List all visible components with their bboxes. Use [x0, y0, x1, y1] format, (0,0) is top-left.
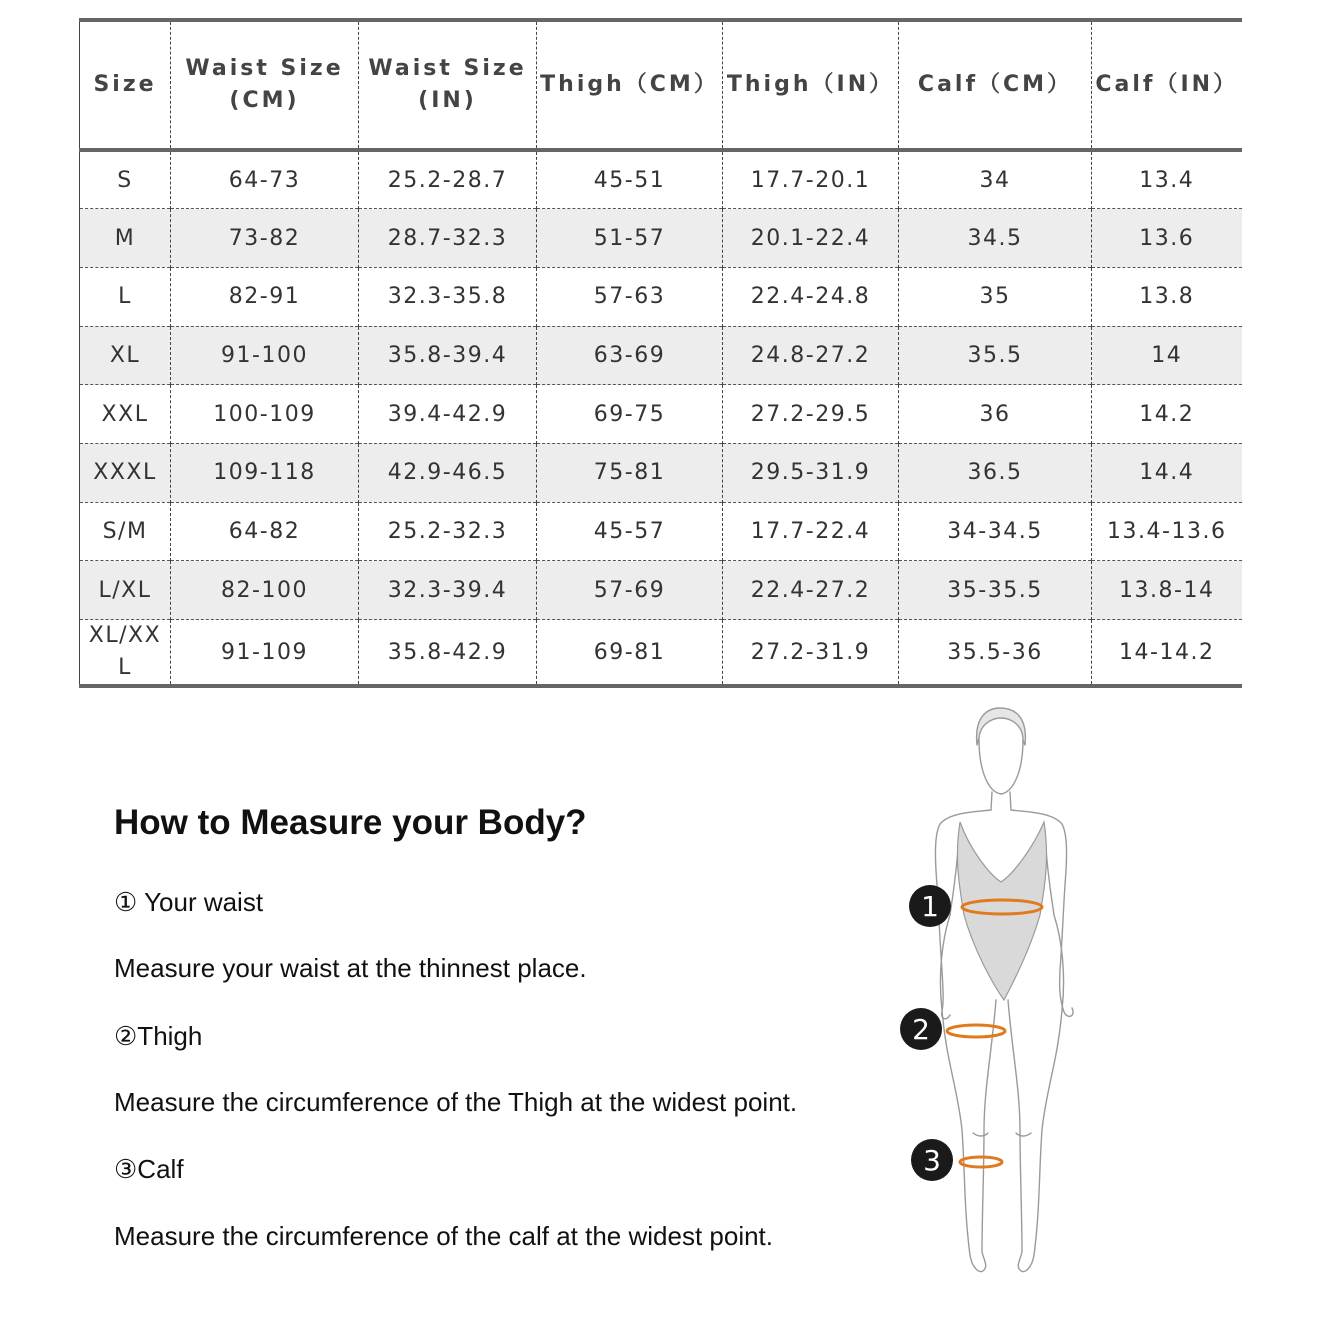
marker-3-icon — [911, 1139, 953, 1181]
cell-thigh-cm: 45-51 — [537, 150, 723, 209]
cell-thigh-in: 24.8-27.2 — [723, 326, 899, 385]
size-chart-table — [79, 18, 1242, 688]
thigh-measure-band — [947, 1025, 1005, 1037]
table-row — [80, 326, 1242, 385]
calf-instruction: Measure the circumference of the calf at the widest point. — [114, 1221, 774, 1251]
table-row — [80, 150, 1242, 209]
cell-waist-cm: 100-109 — [171, 385, 359, 444]
header-thigh-in: Thigh（IN） — [723, 20, 899, 150]
cell-size: L/XL — [80, 561, 171, 620]
cell-thigh-cm: 69-81 — [537, 620, 723, 687]
cell-calf-in: 13.4-13.6 — [1092, 502, 1242, 561]
cell-size: XL/XXL — [80, 620, 171, 687]
cell-calf-in: 13.8 — [1092, 267, 1242, 326]
cell-thigh-in: 22.4-27.2 — [723, 561, 899, 620]
marker-1-label: 1 — [921, 890, 939, 923]
cell-calf-cm: 35.5 — [899, 326, 1092, 385]
waist-instruction: Measure your waist at the thinnest place. — [114, 953, 587, 983]
cell-thigh-cm: 69-75 — [537, 385, 723, 444]
marker-2-label: 2 — [912, 1013, 930, 1046]
measure-title: How to Measure your Body? — [114, 803, 587, 842]
cell-calf-in: 13.6 — [1092, 209, 1242, 268]
cell-calf-in: 14 — [1092, 326, 1242, 385]
table-header-row — [80, 20, 1242, 150]
header-waist-cm: Waist Size (CM) — [171, 20, 359, 150]
cell-calf-cm: 36 — [899, 385, 1092, 444]
cell-calf-in: 14.2 — [1092, 385, 1242, 444]
cell-thigh-cm: 51-57 — [537, 209, 723, 268]
table-row — [80, 385, 1242, 444]
cell-calf-cm: 35.5-36 — [899, 620, 1092, 687]
cell-waist-in: 42.9-46.5 — [359, 443, 537, 502]
cell-calf-cm: 35 — [899, 267, 1092, 326]
cell-waist-cm: 91-109 — [171, 620, 359, 687]
cell-thigh-cm: 57-63 — [537, 267, 723, 326]
cell-thigh-cm: 63-69 — [537, 326, 723, 385]
cell-waist-in: 35.8-42.9 — [359, 620, 537, 687]
cell-size: L — [80, 267, 171, 326]
cell-calf-cm: 34 — [899, 150, 1092, 209]
cell-thigh-in: 17.7-22.4 — [723, 502, 899, 561]
cell-waist-in: 25.2-32.3 — [359, 502, 537, 561]
cell-calf-cm: 34-34.5 — [899, 502, 1092, 561]
cell-waist-cm: 73-82 — [171, 209, 359, 268]
cell-thigh-in: 29.5-31.9 — [723, 443, 899, 502]
cell-calf-in: 14-14.2 — [1092, 620, 1242, 687]
table-row — [80, 561, 1242, 620]
cell-calf-in: 13.4 — [1092, 150, 1242, 209]
cell-waist-in: 32.3-35.8 — [359, 267, 537, 326]
cell-waist-cm: 64-82 — [171, 502, 359, 561]
header-waist-in: Waist Size (IN) — [359, 20, 537, 150]
cell-waist-cm: 91-100 — [171, 326, 359, 385]
table-row — [80, 620, 1242, 687]
cell-thigh-cm: 57-69 — [537, 561, 723, 620]
header-calf-cm: Calf（CM） — [899, 20, 1092, 150]
marker-3-label: 3 — [923, 1144, 941, 1177]
cell-thigh-in: 22.4-24.8 — [723, 267, 899, 326]
cell-calf-cm: 35-35.5 — [899, 561, 1092, 620]
table-row — [80, 502, 1242, 561]
cell-size: M — [80, 209, 171, 268]
cell-thigh-in: 20.1-22.4 — [723, 209, 899, 268]
cell-waist-cm: 82-100 — [171, 561, 359, 620]
header-calf-in: Calf（IN） — [1092, 20, 1242, 150]
marker-1-icon — [909, 885, 951, 927]
cell-waist-in: 35.8-39.4 — [359, 326, 537, 385]
cell-calf-in: 13.8-14 — [1092, 561, 1242, 620]
cell-thigh-in: 27.2-31.9 — [723, 620, 899, 687]
cell-waist-cm: 64-73 — [171, 150, 359, 209]
cell-waist-in: 32.3-39.4 — [359, 561, 537, 620]
cell-thigh-cm: 75-81 — [537, 443, 723, 502]
cell-calf-cm: 36.5 — [899, 443, 1092, 502]
table-row — [80, 267, 1242, 326]
cell-thigh-in: 17.7-20.1 — [723, 150, 899, 209]
thigh-heading: ②Thigh — [114, 1021, 203, 1051]
cell-size: XXL — [80, 385, 171, 444]
cell-waist-in: 25.2-28.7 — [359, 150, 537, 209]
header-thigh-cm: Thigh（CM） — [537, 20, 723, 150]
cell-size: XXXL — [80, 443, 171, 502]
calf-measure-band — [960, 1157, 1002, 1167]
cell-waist-in: 28.7-32.3 — [359, 209, 537, 268]
calf-heading: ③Calf — [114, 1154, 184, 1184]
cell-waist-cm: 82-91 — [171, 267, 359, 326]
header-size: Size — [80, 20, 171, 150]
table-row — [80, 443, 1242, 502]
cell-waist-in: 39.4-42.9 — [359, 385, 537, 444]
body-figure-illustration — [880, 700, 1120, 1290]
cell-waist-cm: 109-118 — [171, 443, 359, 502]
marker-2-icon — [900, 1008, 942, 1050]
cell-size: S/M — [80, 502, 171, 561]
thigh-instruction: Measure the circumference of the Thigh at the widest point. — [114, 1087, 798, 1117]
waist-heading: ① Your waist — [114, 887, 264, 917]
cell-size: S — [80, 150, 171, 209]
cell-thigh-cm: 45-57 — [537, 502, 723, 561]
cell-size: XL — [80, 326, 171, 385]
cell-calf-cm: 34.5 — [899, 209, 1092, 268]
table-row — [80, 209, 1242, 268]
cell-calf-in: 14.4 — [1092, 443, 1242, 502]
cell-thigh-in: 27.2-29.5 — [723, 385, 899, 444]
